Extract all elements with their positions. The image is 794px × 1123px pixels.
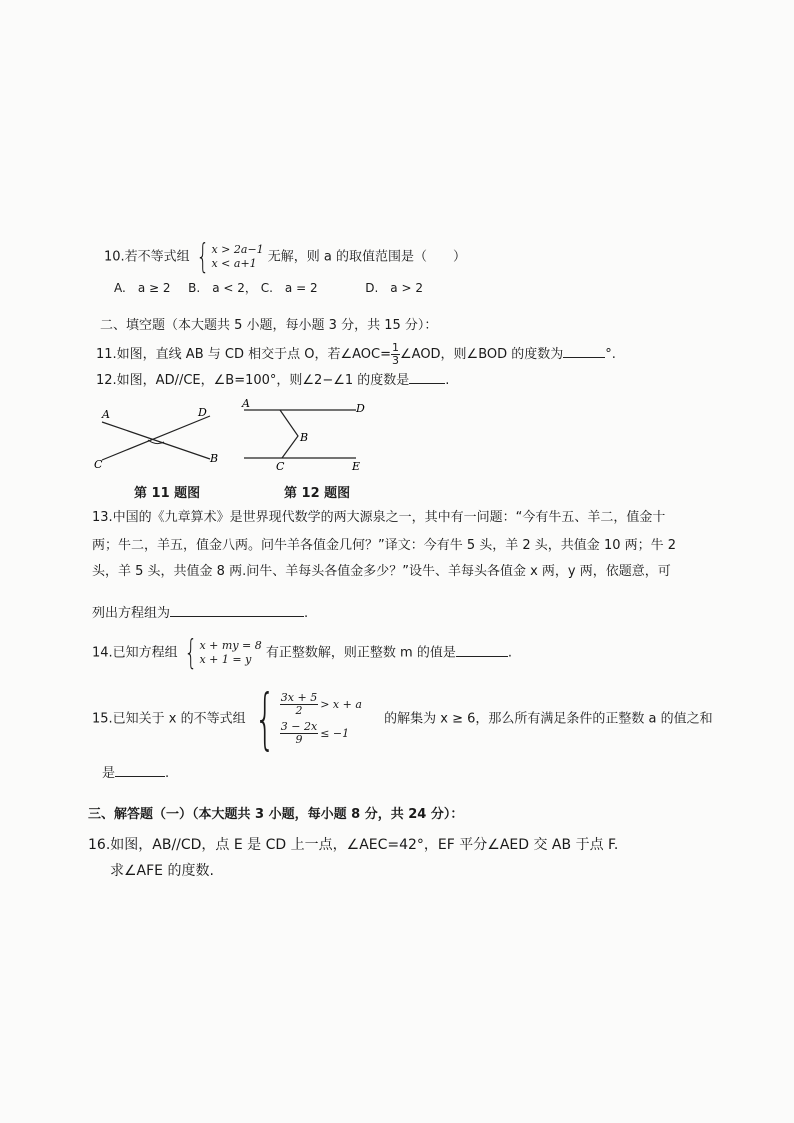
q15-line-2 (102, 764, 169, 783)
q16-line-1: 16.如图，AB//CD，点 E 是 CD 上一点，∠AEC=42°，EF 平分∠AED 交 AB 于点 F. (88, 837, 619, 853)
q15-r2-rest: ≤ −1 (320, 726, 350, 740)
q11-fraction (391, 342, 400, 367)
q15-answer-blank[interactable] (115, 764, 165, 777)
q15-r1-num: 3x + 5 (280, 691, 318, 704)
q13-line-3: 头，羊 5 头，共值金 8 两.问牛、羊每头各值金多少？”设牛、羊每头各值金 x 两，y 两，依题意，可 (92, 564, 671, 579)
q15-prefix: 15.已知关于 x 的不等式组 (92, 711, 246, 727)
question-14 (92, 633, 512, 673)
q13-line-4-text: 列出方程组为 (92, 606, 171, 621)
q12-answer-blank[interactable] (409, 371, 445, 384)
q14-suffix: 有正整数解，则正整数 m 的值是 (265, 645, 456, 661)
q15-r1-rest: > x + a (320, 697, 362, 711)
fig12-label-b: B (300, 431, 309, 444)
q14-equation-system (182, 633, 262, 673)
q13-answer-blank[interactable] (170, 604, 304, 617)
q14-prefix: 14.已知方程组 (92, 645, 178, 661)
q10-options (114, 279, 423, 297)
q11-text-a: 11.如图，直线 AB 与 CD 相交于点 O，若∠AOC= (96, 347, 391, 362)
q13-line-4 (92, 604, 308, 623)
q12-end: . (445, 373, 450, 388)
fig11-label-d: D (198, 406, 207, 419)
polyline-abc (280, 410, 298, 458)
fig12-label-d: D (356, 402, 365, 415)
fig12-label-e: E (352, 460, 361, 473)
section-2-title: 二、填空题（本大题共 5 小题，每小题 3 分，共 15 分）： (100, 318, 438, 333)
q10-option-c: C. a = 2 (260, 281, 318, 295)
brace-icon: { (196, 237, 210, 277)
q10-option-b: B. a < 2， (188, 281, 257, 295)
q15-suffix: 的解集为 x ≥ 6，那么所有满足条件的正整数 a 的值之和 (384, 711, 713, 727)
question-12 (96, 371, 449, 390)
q11-text-c: °. (605, 347, 616, 362)
section-3-title: 三、解答题（一）（本大题共 3 小题，每小题 8 分，共 24 分）： (88, 807, 464, 822)
q15-line-2-text: 是 (102, 766, 116, 781)
question-10 (104, 237, 467, 277)
q14-end: . (507, 645, 512, 661)
q12-text: 12.如图，AD//CE，∠B=100°，则∠2−∠1 的度数是 (96, 373, 410, 388)
question-11 (96, 342, 616, 367)
q13-end: . (304, 606, 309, 621)
q10-inequality-system (194, 237, 264, 277)
fig12-label-a: A (242, 397, 250, 410)
q11-frac-num: 1 (392, 341, 399, 354)
q15-r2-num: 3 − 2x (280, 720, 318, 733)
q15-r2-den: 9 (295, 733, 303, 746)
q10-option-d: D. a > 2 (365, 281, 423, 295)
q11-answer-blank[interactable] (563, 345, 605, 358)
q10-prefix: 10.若不等式组 (104, 249, 190, 265)
q14-row-2: x + 1 = y (199, 653, 252, 666)
q10-row-1: x > 2a−1 (211, 243, 264, 256)
question-15 (92, 680, 713, 757)
brace-icon: { (184, 633, 198, 673)
q15-end: . (165, 766, 170, 781)
figure-11 (90, 402, 230, 474)
figure-12-caption: 第 12 题图 (284, 486, 351, 501)
fig11-label-b: B (210, 452, 219, 465)
brace-icon: { (254, 680, 276, 757)
q10-row-2: x < a+1 (211, 257, 257, 270)
fig11-label-c: C (94, 458, 103, 471)
figure-11-caption: 第 11 题图 (134, 486, 201, 501)
q14-answer-blank[interactable] (456, 644, 508, 657)
q14-row-1: x + my = 8 (199, 639, 262, 652)
q13-line-1: 13.中国的《九章算术》是世界现代数学的两大源泉之一，其中有一问题：“今有牛五、羊二，值金十 (92, 510, 666, 525)
q11-text-b: ∠AOD，则∠BOD 的度数为 (400, 347, 564, 362)
figure-12 (236, 396, 372, 474)
q16-line-2: 求∠AFE 的度数. (110, 863, 214, 879)
q15-inequality-system (250, 680, 362, 757)
fig12-label-c: C (276, 460, 285, 473)
fig11-label-a: A (102, 408, 110, 421)
q10-option-a: A. a ≥ 2 (114, 281, 171, 295)
q15-r1-den: 2 (295, 704, 303, 717)
q10-suffix: 无解，则 a 的取值范围是（ ） (267, 249, 467, 265)
q13-line-2: 两；牛二，羊五，值金八两。问牛羊各值金几何？”译文：今有牛 5 头，羊 2 头，共值金 10 两；牛 2 (92, 538, 677, 553)
q11-frac-den: 3 (392, 354, 399, 367)
